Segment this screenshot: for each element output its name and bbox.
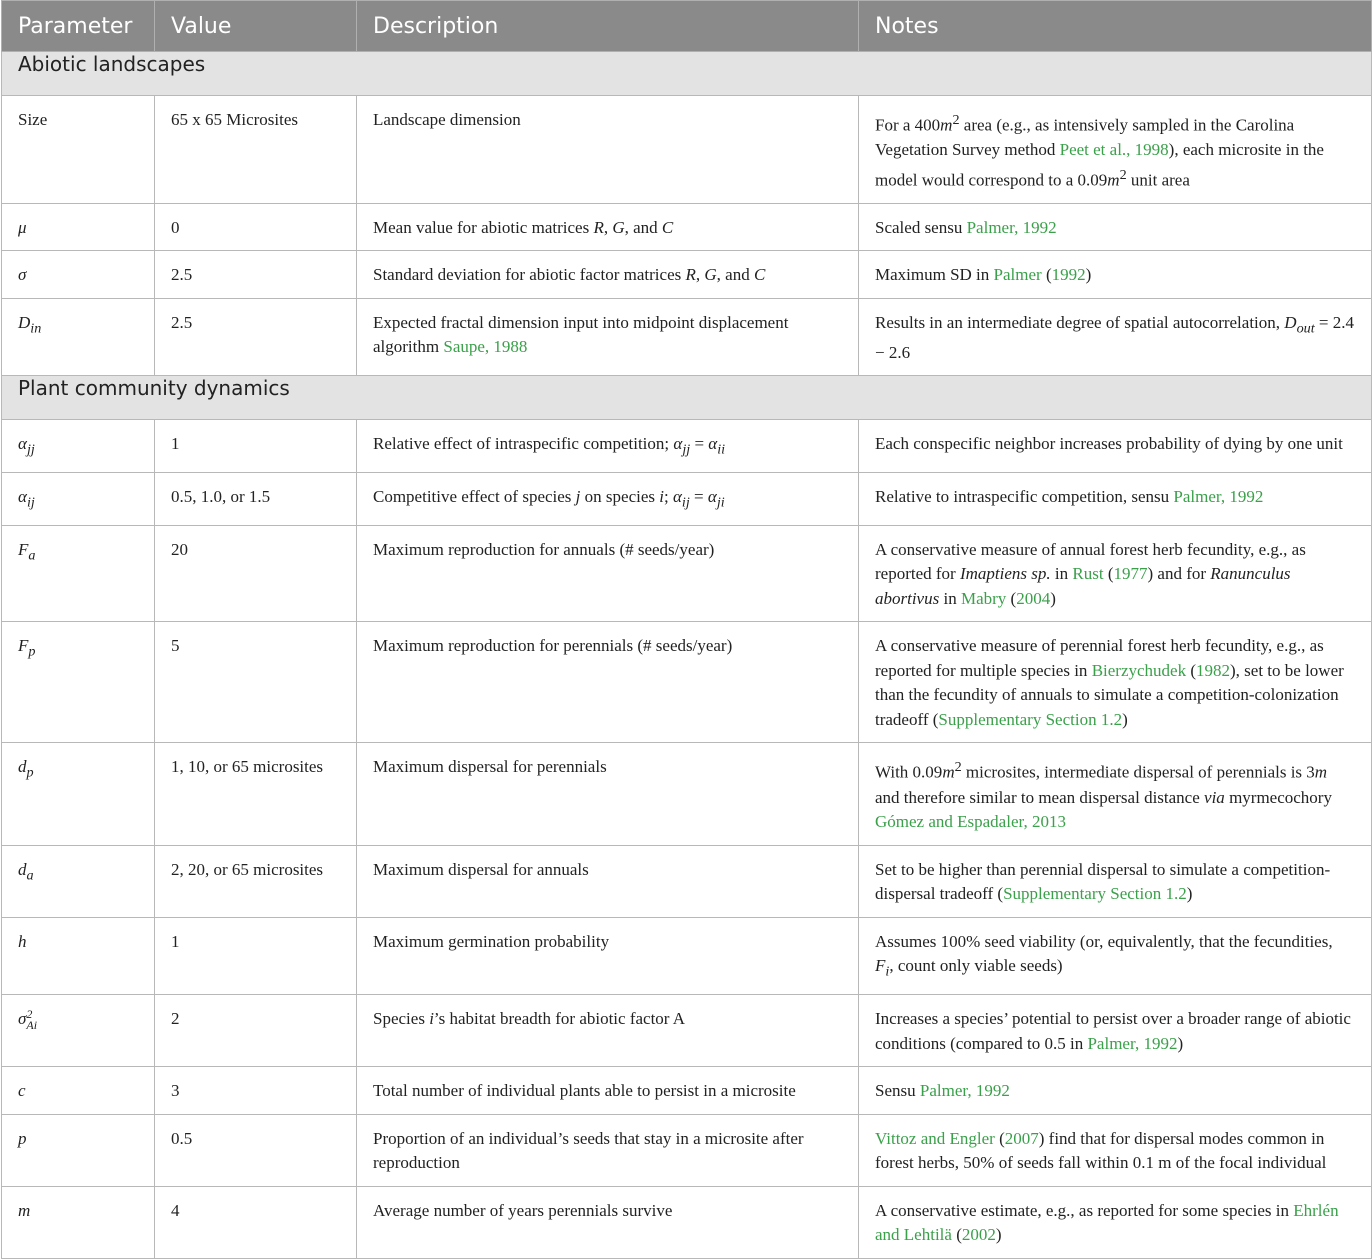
table-row-sigma [2,251,1372,299]
section-row-abiotic [2,52,1372,96]
citation-link[interactable]: Palmer, 1992 [919,1081,1010,1101]
table-row-h [2,917,1372,994]
value-cell: 3 [155,1067,357,1115]
value-cell: 5 [155,622,357,743]
description-cell: Maximum dispersal for annuals [357,845,859,917]
param-cell: p [2,1114,155,1186]
param-cell: h [2,917,155,994]
table-row-din [2,298,1372,375]
table-row-sigma-ai [2,995,1372,1067]
value-cell: 20 [155,525,357,622]
description-cell: Species i’s habitat breadth for abiotic factor A [357,995,859,1067]
notes-cell: For a $400m^2$ area (e.g., as intensively sampled in the Carolina Vegetation Survey method Peet et al., 1998), each microsite in the model would correspond to a $0.09m^2$ unit area [859,96,1372,204]
table-row-fp [2,622,1372,743]
citation-link[interactable]: Ehrlén and Lehtilä [875,1200,1339,1245]
param-cell: Size [2,96,155,204]
param-cell: c [2,1067,155,1115]
citation-link[interactable]: Saupe, 1988 [443,337,528,357]
description-cell: Maximum reproduction for perennials (# seeds/year) [357,622,859,743]
table-row-alpha-jj [2,420,1372,473]
description-cell: Maximum dispersal for perennials [357,743,859,845]
value-cell: 0.5 [155,1114,357,1186]
notes-cell: Scaled sensu Palmer, 1992 [859,203,1372,251]
value-cell: 1, 10, or 65 microsites [155,743,357,845]
citation-link[interactable]: Palmer, 1992 [1087,1033,1178,1053]
param-cell: σ [2,251,155,299]
table-row-p [2,1114,1372,1186]
citation-link[interactable]: Mabry [960,588,1007,608]
description-cell: Standard deviation for abiotic factor matrices R, G, and C [357,251,859,299]
param-cell: $F_p$ [2,622,155,743]
value-cell: 0.5, 1.0, or 1.5 [155,473,357,526]
header-parameter: Parameter [2,1,155,52]
value-cell: 2.5 [155,251,357,299]
citation-year-link[interactable]: 1977 [1113,564,1148,584]
value-cell: 1 [155,917,357,994]
description-cell: Competitive effect of species j on species i; $\alpha_{ij} = \alpha_{ji}$ [357,473,859,526]
parameter-table [1,0,1372,1259]
value-cell: 2 [155,995,357,1067]
param-cell: $F_a$ [2,525,155,622]
description-cell: Maximum germination probability [357,917,859,994]
citation-year-link[interactable]: 2007 [1004,1128,1039,1148]
notes-cell: Relative to intraspecific competition, sensu Palmer, 1992 [859,473,1372,526]
citation-link[interactable]: Bierzychudek [1091,660,1187,680]
value-cell: 65 x 65 Microsites [155,96,357,204]
param-cell: $D_{in}$ [2,298,155,375]
notes-cell: With $0.09m^2$ microsites, intermediate dispersal of perennials is 3m and therefore similar to mean dispersal distance via myrmecochory Gómez and Espadaler, 2013 [859,743,1372,845]
value-cell: 4 [155,1186,357,1258]
notes-cell: A conservative measure of perennial forest herb fecundity, e.g., as reported for multiple species in Bierzychudek (1982), set to be lower than the fecundity of annuals to simulate a competition-colonization tradeoff (Supplementary Section 1.2) [859,622,1372,743]
param-cell: $d_p$ [2,743,155,845]
section-row-plant [2,376,1372,420]
supplementary-link[interactable]: Supplementary Section 1.2 [938,709,1123,729]
citation-link[interactable]: Palmer, 1992 [966,217,1057,237]
param-cell: $\alpha_{ij}$ [2,473,155,526]
citation-link[interactable]: Palmer [993,265,1042,285]
value-cell: 0 [155,203,357,251]
supplementary-link[interactable]: Supplementary Section 1.2 [1003,884,1187,904]
param-cell: μ [2,203,155,251]
notes-cell: Set to be higher than perennial dispersal to simulate a competition-dispersal tradeoff (Supplementary Section 1.2) [859,845,1372,917]
table-row-mu [2,203,1372,251]
table-row-c [2,1067,1372,1115]
value-cell: 2.5 [155,298,357,375]
notes-cell: A conservative estimate, e.g., as reported for some species in Ehrlén and Lehtilä (2002) [859,1186,1372,1258]
description-cell: Average number of years perennials survive [357,1186,859,1258]
notes-cell: Maximum SD in Palmer (1992) [859,251,1372,299]
header-description: Description [357,1,859,52]
table-row-m [2,1186,1372,1258]
citation-year-link[interactable]: 1992 [1051,265,1086,285]
citation-link[interactable]: Gómez and Espadaler, 2013 [875,812,1066,832]
table-row-dp [2,743,1372,845]
description-cell: Mean value for abiotic matrices R, G, and C [357,203,859,251]
param-cell: m [2,1186,155,1258]
header-row [2,1,1372,52]
param-cell: $\alpha_{jj}$ [2,420,155,473]
header-notes: Notes [859,1,1372,52]
notes-cell: Each conspecific neighbor increases probability of dying by one unit [859,420,1372,473]
param-cell: σ 2 Ai [2,995,155,1067]
notes-cell: A conservative measure of annual forest herb fecundity, e.g., as reported for Imaptiens sp. in Rust (1977) and for Ranunculus abortivus in Mabry (2004) [859,525,1372,622]
notes-cell: Sensu Palmer, 1992 [859,1067,1372,1115]
description-cell: Expected fractal dimension input into midpoint displacement algorithm Saupe, 1988 [357,298,859,375]
citation-link[interactable]: Peet et al., 1998 [1059,140,1169,160]
notes-cell: Results in an intermediate degree of spatial autocorrelation, $D_{out} = 2.4 - 2.6$ [859,298,1372,375]
section-title: Plant community dynamics [2,376,1372,420]
param-cell: $d_a$ [2,845,155,917]
description-cell: Landscape dimension [357,96,859,204]
notes-cell: Vittoz and Engler (2007) find that for dispersal modes common in forest herbs, 50% of seeds fall within 0.1 m of the focal individual [859,1114,1372,1186]
citation-link[interactable]: Palmer, 1992 [1173,487,1264,507]
description-cell: Total number of individual plants able to persist in a microsite [357,1067,859,1115]
citation-year-link[interactable]: 2004 [1016,588,1051,608]
table-row-size [2,96,1372,204]
value-cell: 2, 20, or 65 microsites [155,845,357,917]
description-cell: Maximum reproduction for annuals (# seeds/year) [357,525,859,622]
notes-cell: Increases a species’ potential to persist over a broader range of abiotic conditions (compared to 0.5 in Palmer, 1992) [859,995,1372,1067]
header-value: Value [155,1,357,52]
table-row-fa [2,525,1372,622]
notes-cell: Assumes 100% seed viability (or, equivalently, that the fecundities, $F_i$, count only viable seeds) [859,917,1372,994]
description-cell: Proportion of an individual’s seeds that stay in a microsite after reproduction [357,1114,859,1186]
citation-year-link[interactable]: 2002 [961,1225,996,1245]
citation-link[interactable]: Vittoz and Engler [875,1128,995,1148]
description-cell: Relative effect of intraspecific competition; $\alpha_{jj} = \alpha_{ii}$ [357,420,859,473]
citation-year-link[interactable]: 1982 [1196,660,1231,680]
table-row-da [2,845,1372,917]
citation-link[interactable]: Rust [1072,564,1104,584]
value-cell: 1 [155,420,357,473]
table-row-alpha-ij [2,473,1372,526]
section-title: Abiotic landscapes [2,52,1372,96]
